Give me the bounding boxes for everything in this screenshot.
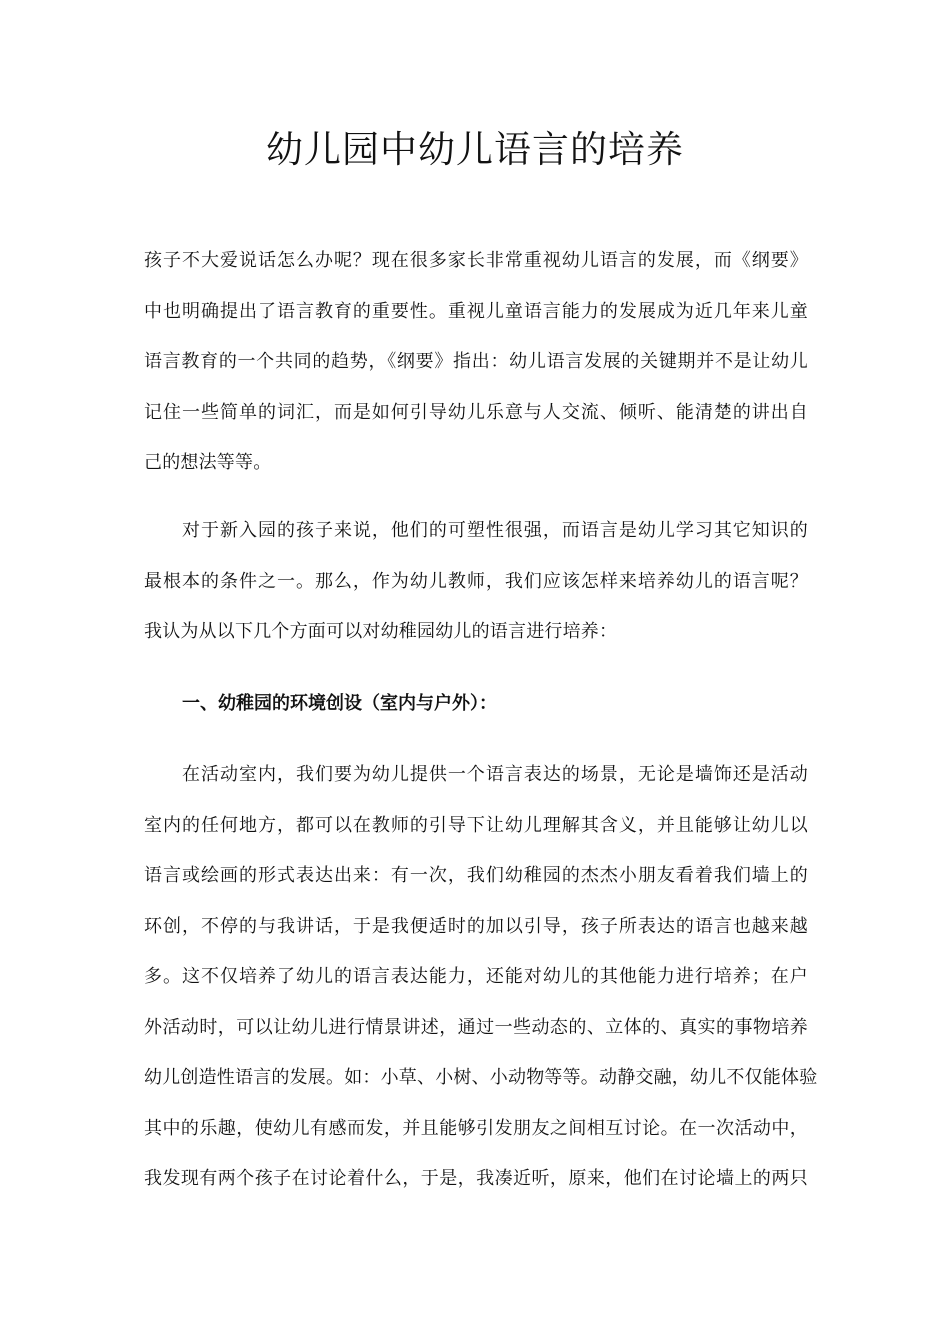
text-line: 己的想法等等。 xyxy=(144,452,272,473)
text-line: 其中的乐趣，使幼儿有感而发，并且能够引发朋友之间相互讨论。在一次活动中， xyxy=(144,1117,808,1139)
text-line: 最根本的条件之一。那么，作为幼儿教师，我们应该怎样来培养幼儿的语言呢？ xyxy=(144,570,808,592)
text-line: 在活动室内，我们要为幼儿提供一个语言表达的场景，无论是墙饰还是活动 xyxy=(182,764,808,785)
section-heading: 一、幼稚园的环境创设（室内与户外）： xyxy=(182,693,497,714)
text-line: 我认为从以下几个方面可以对幼稚园幼儿的语言进行培养： xyxy=(144,621,618,642)
text-line: 中也明确提出了语言教育的重要性。重视儿童语言能力的发展成为近几年来儿童 xyxy=(144,300,808,322)
text-line: 幼儿创造性语言的发展。如：小草、小树、小动物等等。动静交融，幼儿不仅能体验 xyxy=(144,1067,818,1088)
text-line: 孩子不大爱说话怎么办呢？现在很多家长非常重视幼儿语言的发展，而《纲要》 xyxy=(144,250,808,271)
document-title: 幼儿园中幼儿语言的培养 xyxy=(266,128,684,171)
paragraph-environment xyxy=(144,750,818,1205)
text-line: 我发现有两个孩子在讨论着什么，于是，我凑近听，原来，他们在讨论墙上的两只 xyxy=(144,1168,808,1189)
text-line: 记住一些简单的词汇，而是如何引导幼儿乐意与人交流、倾听、能清楚的讲出自 xyxy=(144,401,808,423)
paragraph-new-children xyxy=(144,506,808,658)
text-line: 外活动时，可以让幼儿进行情景讲述，通过一些动态的、立体的、真实的事物培养 xyxy=(144,1016,808,1038)
text-line: 环创，不停的与我讲话，于是我便适时的加以引导，孩子所表达的语言也越来越 xyxy=(144,915,808,937)
text-line: 语言教育的一个共同的趋势，《纲要》指出：幼儿语言发展的关键期并不是让幼儿 xyxy=(144,351,808,372)
text-line: 多。这不仅培养了幼儿的语言表达能力，还能对幼儿的其他能力进行培养；在户 xyxy=(144,966,808,987)
text-line: 语言或绘画的形式表达出来：有一次，我们幼稚园的杰杰小朋友看着我们墙上的 xyxy=(144,865,808,886)
text-line: 对于新入园的孩子来说，他们的可塑性很强，而语言是幼儿学习其它知识的 xyxy=(182,520,808,541)
paragraph-intro xyxy=(144,236,808,489)
text-line: 室内的任何地方，都可以在教师的引导下让幼儿理解其含义，并且能够让幼儿以 xyxy=(144,814,808,836)
